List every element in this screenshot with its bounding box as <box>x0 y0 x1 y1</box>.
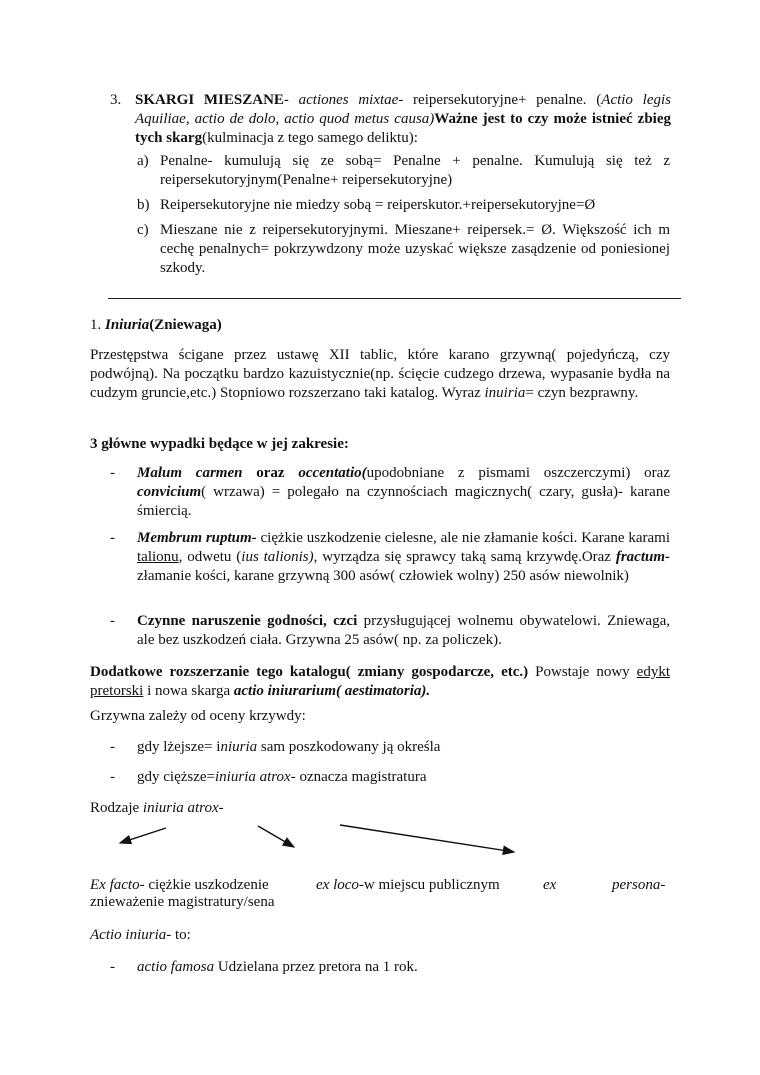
heading-term: Iniuria <box>105 317 150 333</box>
cases-heading: 3 główne wypadki będące w jej zakresie: <box>90 436 349 452</box>
fine-line: Grzywna zależy od oceny krzywdy: <box>90 708 306 724</box>
arrow-middle <box>258 826 294 847</box>
text: gdy lżejsze= i <box>137 739 221 755</box>
term: niuria <box>220 739 258 755</box>
famosa-item <box>137 958 418 977</box>
list-item: Penalne- kumulują się ze sobą= Penalne + penalne. Kumulują się też z reipersekutoryjnym(Penalne+ reipersekutoryjne) <box>160 153 670 188</box>
actio-line <box>90 926 191 945</box>
term: Membrum ruptum- <box>137 530 257 546</box>
bullet-dash: - <box>110 769 115 785</box>
text: sam poszkodowany ją określa <box>257 739 441 755</box>
text: złamanie kości, karane grzywną 300 asów( człowiek wolny) 250 asów niewolnik) <box>137 568 629 584</box>
section3-title: SKARGI MIESZANE <box>135 92 284 108</box>
kind-continuation: znieważenie magistratury/sena <box>90 894 275 910</box>
term: Ex facto- <box>90 877 145 893</box>
examples: Actio legis Aquiliae, actio de dolo, actio quod metus causa) <box>135 92 671 127</box>
list-item-label: a) <box>137 153 149 169</box>
arrow-right <box>340 825 514 852</box>
term: iniuria atrox- <box>142 800 224 816</box>
text: ciężkie uszkodzenie cielesne, ale nie złamanie kości. Karane karami <box>256 530 670 546</box>
term: Malum carmen <box>137 465 243 481</box>
section-number: 3. <box>110 92 122 108</box>
term: occentatio( <box>298 465 367 481</box>
list-item: Mieszane nie z reipersekutoryjnymi. Mieszane+ reipersek.= Ø. Większość ich m cechę penalnych= pokrzywdzony może uzyskać większe zasądzenie od poniesionej szkody. <box>160 222 670 276</box>
text: gdy cięższe= <box>137 769 216 785</box>
sep: - <box>283 92 299 108</box>
kind-term: ex <box>543 877 557 893</box>
term: ius talionis) <box>241 549 314 565</box>
term: Actio iniuria <box>90 927 167 943</box>
text: Udzielana przez pretora na 1 rok. <box>214 959 418 975</box>
term: ex loco <box>316 877 359 893</box>
term: iniuria atrox- <box>215 769 296 785</box>
term: convicium <box>137 484 202 500</box>
text: , wyrządza się sprawcy taką samą krzywdę.Oraz <box>313 549 616 565</box>
arrow-left <box>120 828 166 843</box>
term: Czynne naruszenie godności, czci <box>137 613 358 629</box>
kind-term: persona- <box>612 877 666 893</box>
term: actiones mixtae <box>298 92 399 108</box>
text: talionu <box>137 549 179 565</box>
bold-text: Dodatkowe rozszerzanie tego katalogu( zmiany gospodarcze, etc.) <box>90 664 529 680</box>
term: actio iniurarium( aestimatoria). <box>233 683 431 699</box>
text: (kulminacja z tego samego deliktu): <box>202 130 418 146</box>
text: przysługującej wolnemu obywatelowi. Zniewaga, ale bez uszkodzeń ciała. Grzywna 25 asów( np. za policzek). <box>137 613 670 648</box>
text: i nowa skarga <box>143 683 234 699</box>
term: fractum- <box>615 549 670 565</box>
underlined-term: edykt pretorski <box>90 664 670 699</box>
list-item-label: c) <box>137 222 149 238</box>
text: oraz <box>242 465 299 481</box>
text: Powstaje nowy <box>528 664 637 680</box>
bullet-dash: - <box>110 530 115 546</box>
text: Przestępstwa ścigane przez ustawę XII tablic, które karano grzywną( pojedyńczą, czy podwójną). Na początku bardzo kazuistycznie(np. ścięcie cudzego drzewa, wypasanie bydła na cudzym gruncie,etc.) Stopniowo rozszerzano taki katalog. Wyraz <box>90 347 670 401</box>
heading-rest: (Zniewaga) <box>149 317 222 333</box>
kind-item <box>316 876 500 895</box>
list-item: Reipersekutoryjne nie miedzy sobą = reiperskutor.+reipersekutoryjne=Ø <box>160 197 596 213</box>
text: ( wrzawa) = polegało na czynnościach magicznych( czary, gusła)- karane śmiercią. <box>137 484 670 519</box>
bullet-dash: - <box>110 959 115 975</box>
text: , odwetu ( <box>178 549 242 565</box>
term: actio famosa <box>137 959 215 975</box>
text: = czyn bezprawny. <box>525 385 639 401</box>
heading-number: 1. <box>90 317 102 333</box>
bold-question: Ważne jest to czy może istnieć zbieg tych skarg <box>135 111 671 146</box>
text: oznacza magistratura <box>295 769 427 785</box>
text: - reipersekutoryjne+ penalne. ( <box>398 92 602 108</box>
term: inuiria <box>484 385 526 401</box>
list-item-label: b) <box>137 197 150 213</box>
text: - to: <box>166 927 191 943</box>
text: Rodzaje <box>90 800 143 816</box>
bullet-dash: - <box>110 613 115 629</box>
bullet-dash: - <box>110 465 115 481</box>
text: upodobniane z pismami oszczerczymi) oraz <box>366 465 670 481</box>
text: -w miejscu publicznym <box>358 877 500 893</box>
text: ciężkie uszkodzenie <box>144 877 269 893</box>
bullet-dash: - <box>110 739 115 755</box>
